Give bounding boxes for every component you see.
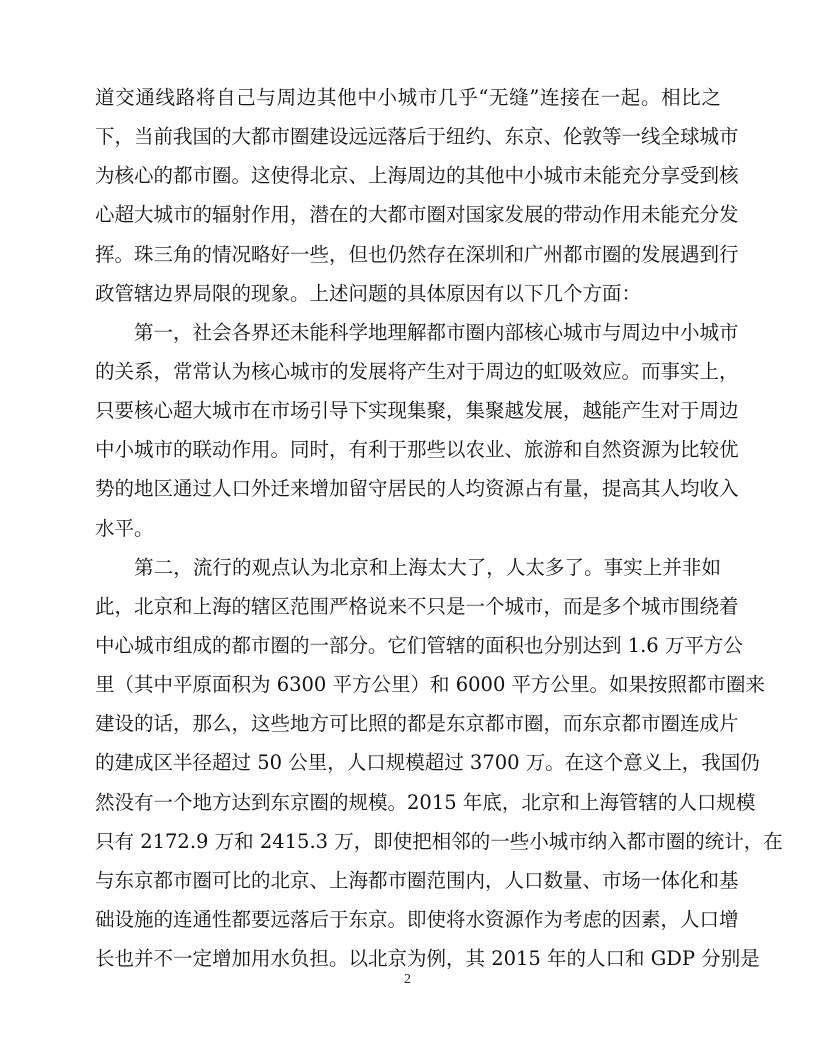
page-number: 2 <box>404 972 411 987</box>
text-line: 只要核心超大城市在市场引导下实现集聚，集聚越发展，越能产生对于周边 <box>95 399 739 423</box>
text-line: 第一，社会各界还未能科学地理解都市圈内部核心城市与周边中小城市 <box>95 320 739 344</box>
text-line: 为核心的都市圈。这使得北京、上海周边的其他中小城市未能充分享受到核 <box>95 164 739 188</box>
text-line: 政管辖边界局限的现象。上述问题的具体原因有以下几个方面： <box>95 281 642 305</box>
text-line: 第二，流行的观点认为北京和上海太大了，人太多了。事实上并非如 <box>95 555 721 579</box>
text-line: 的关系，常常认为核心城市的发展将产生对于周边的虹吸效应。而事实上， <box>95 359 739 383</box>
text-line: 础设施的连通性都要远落后于东京。即使将水资源作为考虑的因素，人口增 <box>95 907 739 931</box>
body-text <box>95 78 783 978</box>
text-line: 道交通线路将自己与周边其他中小城市几乎“无缝”连接在一起。相比之 <box>95 86 721 109</box>
text-line: 只有 2172.9 万和 2415.3 万，即使把相邻的一些小城市纳入都市圈的统计，在 <box>95 829 783 853</box>
text-line: 心超大城市的辐射作用，潜在的大都市圈对国家发展的带动作用未能充分发 <box>95 203 739 227</box>
text-line: 建设的话，那么，这些地方可比照的都是东京都市圈，而东京都市圈连成片 <box>95 712 739 736</box>
text-line: 挥。珠三角的情况略好一些，但也仍然存在深圳和广州都市圈的发展遇到行 <box>95 242 739 266</box>
text-line: 中小城市的联动作用。同时，有利于那些以农业、旅游和自然资源为比较优 <box>95 438 739 462</box>
text-line: 水平。 <box>95 516 154 540</box>
text-line: 里（其中平原面积为 6300 平方公里）和 6000 平方公里。如果按照都市圈来 <box>95 673 766 697</box>
text-line: 势的地区通过人口外迁来增加留守居民的人均资源占有量，提高其人均收入 <box>95 477 739 501</box>
text-line: 长也并不一定增加用水负担。以北京为例，其 2015 年的人口和 GDP 分别是 <box>95 947 760 971</box>
text-line: 然没有一个地方达到东京圈的规模。2015 年底，北京和上海管辖的人口规模 <box>95 790 756 814</box>
text-line: 此，北京和上海的辖区范围严格说来不只是一个城市，而是多个城市围绕着 <box>95 594 739 618</box>
text-line: 的建成区半径超过 50 公里，人口规模超过 3700 万。在这个意义上，我国仍 <box>95 751 760 775</box>
text-line: 与东京都市圈可比的北京、上海都市圈范围内，人口数量、市场一体化和基 <box>95 868 739 892</box>
text-line: 中心城市组成的都市圈的一部分。它们管辖的面积也分别达到 1.6 万平方公 <box>95 633 743 657</box>
text-line: 下，当前我国的大都市圈建设远远落后于纽约、东京、伦敦等一线全球城市 <box>95 125 739 149</box>
